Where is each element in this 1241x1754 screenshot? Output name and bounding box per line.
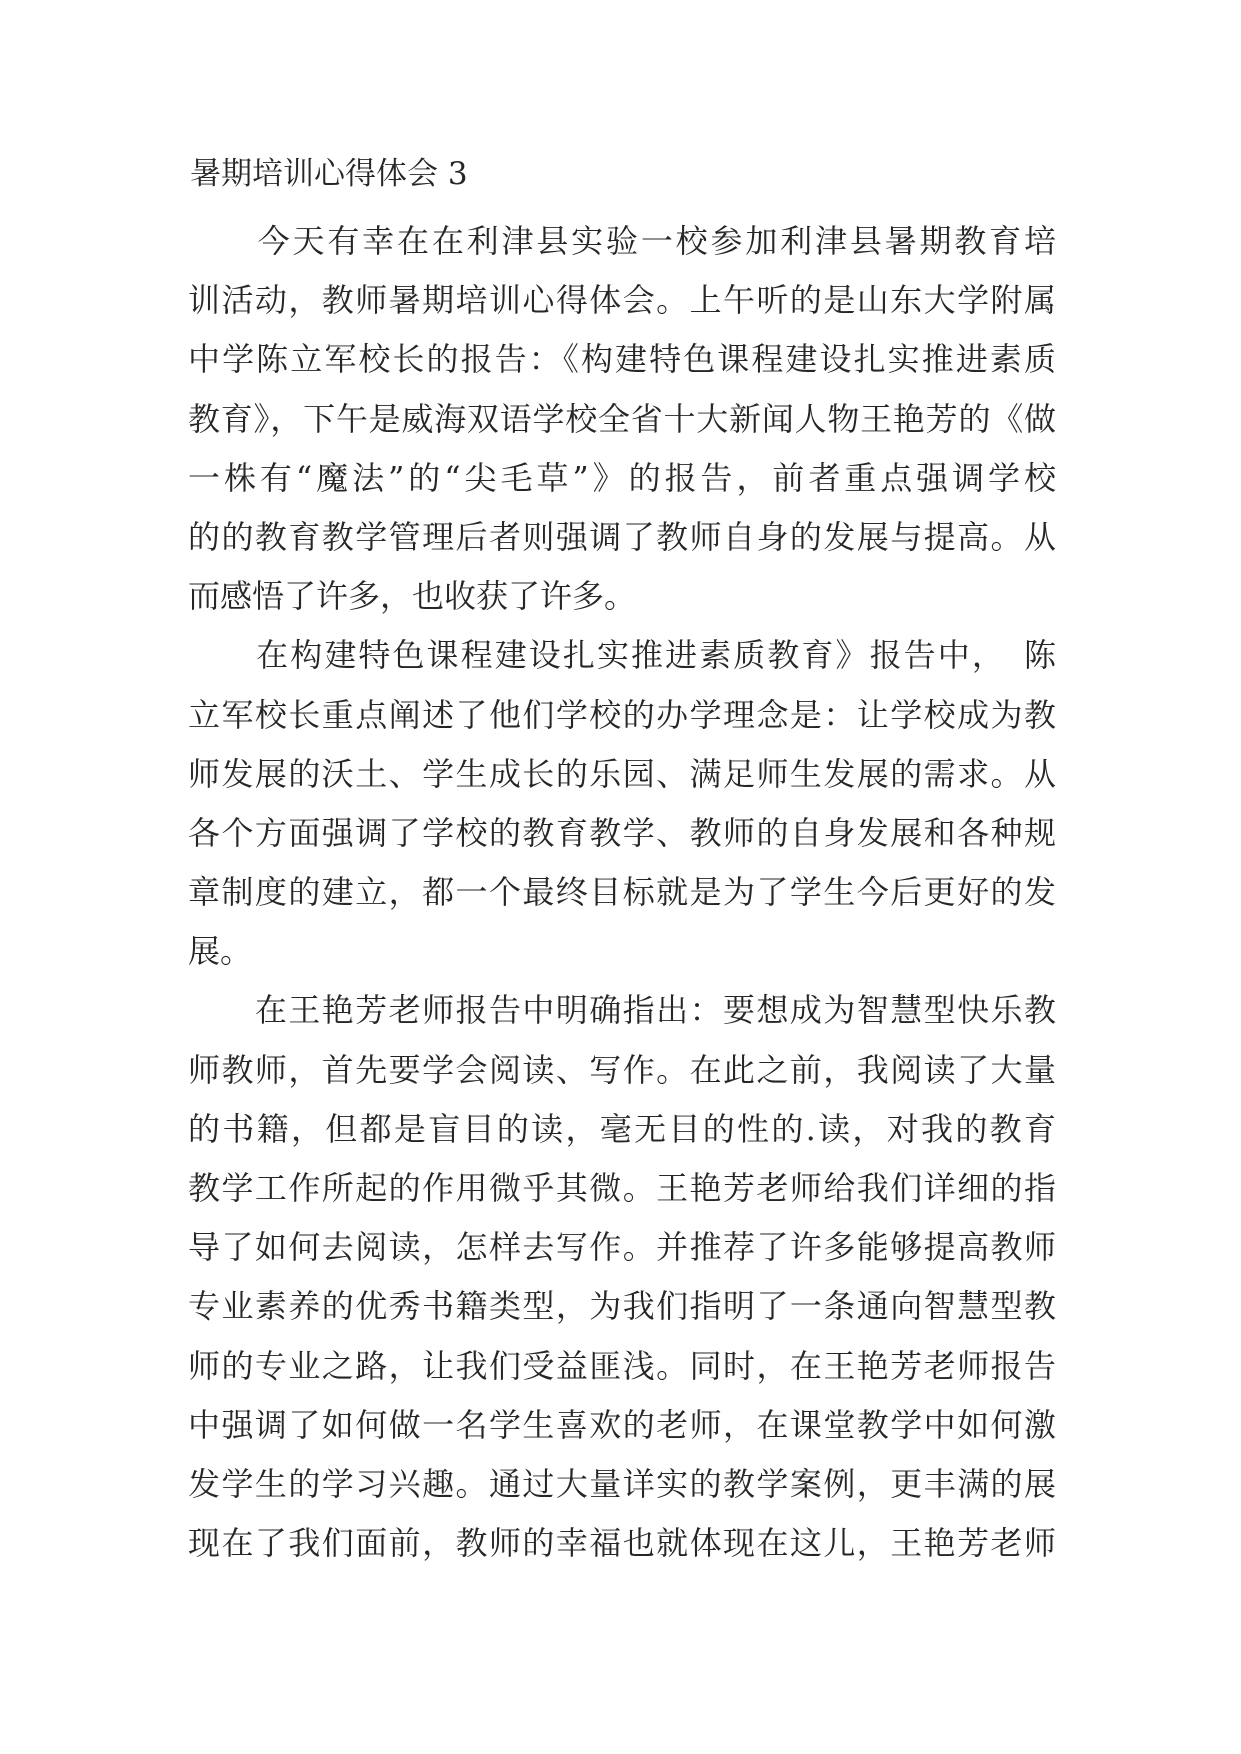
text-line: 立军校长重点阐述了他们学校的办学理念是：让学校成为教 [188, 695, 1056, 734]
text-line: 师发展的沃土、学生成长的乐园、满足师生发展的需求。从 [188, 754, 1056, 793]
paragraph [188, 981, 1056, 1573]
text-line: 中学陈立军校长的报告：《构建特色课程建设扎实推进素质 [188, 340, 1056, 379]
text-line: 的的教育教学管理后者则强调了教师自身的发展与提高。从 [188, 517, 1056, 556]
text-line: 发学生的学习兴趣。通过大量详实的教学案例，更丰满的展 [188, 1464, 1056, 1503]
document-title: 暑期培训心得体会 3 [190, 156, 468, 192]
text-line: 教育》，下午是威海双语学校全省十大新闻人物王艳芳的《做 [188, 399, 1056, 438]
text-line: 教学工作所起的作用微乎其微。王艳芳老师给我们详细的指 [188, 1169, 1056, 1207]
text-line: 在王艳芳老师报告中明确指出：要想成为智慧型快乐教 [188, 991, 1056, 1030]
text-line: 展。 [188, 932, 253, 971]
text-line: 训活动，教师暑期培训心得体会。上午听的是山东大学附属 [188, 281, 1056, 320]
text-line: 而感悟了许多，也收获了许多。 [188, 577, 637, 616]
text-line: 在构建特色课程建设扎实推进素质教育》报告中， 陈 [188, 636, 1056, 675]
text-line: 的书籍，但都是盲目的读，毫无目的性的.读，对我的教育 [188, 1109, 1056, 1148]
text-line: 中强调了如何做一名学生喜欢的老师，在课堂教学中如何激 [188, 1405, 1056, 1444]
text-line: 今天有幸在在利津县实验一校参加利津县暑期教育培 [188, 222, 1056, 260]
paragraph [188, 626, 1056, 981]
paragraph [188, 212, 1056, 626]
text-line: 师教师，首先要学会阅读、写作。在此之前，我阅读了大量 [188, 1050, 1056, 1089]
text-line: 章制度的建立，都一个最终目标就是为了学生今后更好的发 [188, 873, 1056, 912]
text-line: 师的专业之路，让我们受益匪浅。同时，在王艳芳老师报告 [188, 1346, 1056, 1385]
text-line: 现在了我们面前，教师的幸福也就体现在这儿，王艳芳老师 [188, 1524, 1056, 1563]
text-line: 专业素养的优秀书籍类型，为我们指明了一条通向智慧型教 [188, 1287, 1056, 1326]
document-body [188, 212, 1056, 1573]
text-line: 导了如何去阅读，怎样去写作。并推荐了许多能够提高教师 [188, 1228, 1056, 1267]
text-line: 各个方面强调了学校的教育教学、教师的自身发展和各种规 [188, 813, 1056, 852]
text-line: 一株有“魔法”的“尖毛草”》的报告，前者重点强调学校 [188, 458, 1056, 497]
